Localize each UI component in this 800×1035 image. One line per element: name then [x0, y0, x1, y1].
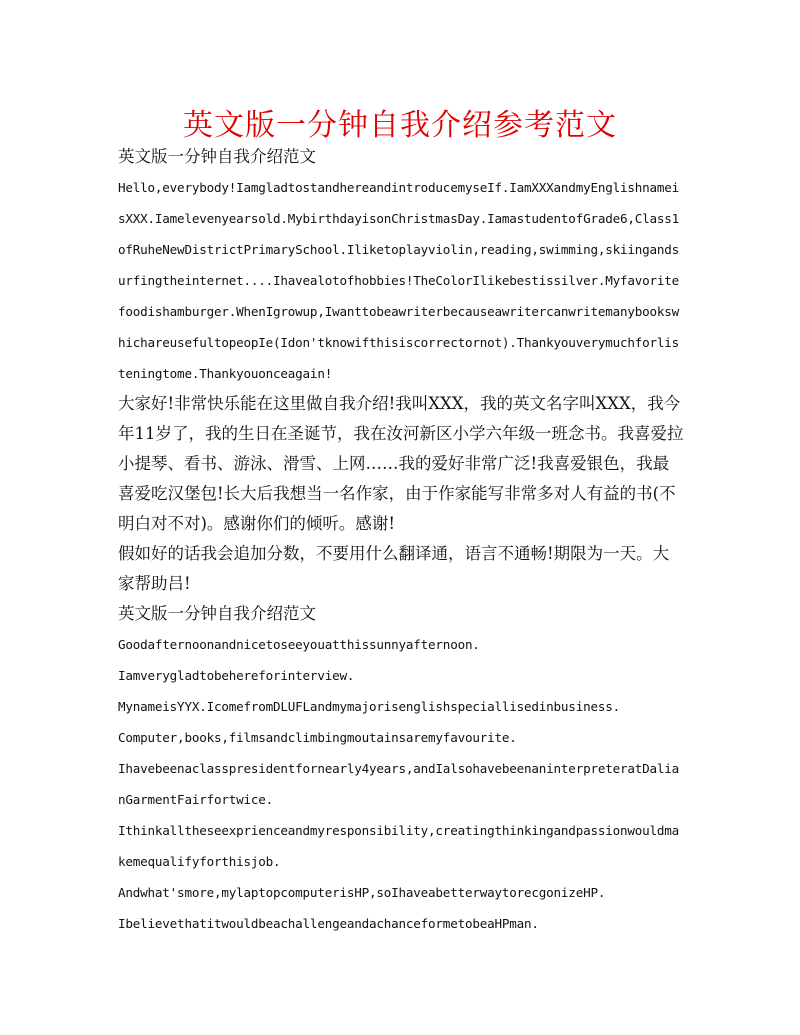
chinese-intro-paragraph: 大家好!非常快乐能在这里做自我介绍!我叫XXX，我的英文名字叫XXX，我今年11岁了，我的生日在圣诞节，我在汝河新区小学六年级一班念书。我喜爱拉小提琴、看书、游泳、滑雪、上网……我的爱好非常广泛!我喜爱银色，我最喜爱吃汉堡包!长大后我想当一名作家，由于作家能写非常多对人有益的书(不明白对不对)。感谢你们的倾听。感谢! [118, 394, 684, 533]
interview-line-7: Andwhat'smore,mylaptopcomputerisHP,soIhaveabetterwaytorecgonizeHP. [118, 885, 606, 900]
interview-line-6: Ithinkalltheseexprienceandmyresponsibility,creatingthinkingandpassionwouldmakemequalifyforthisjob. [118, 823, 680, 869]
interview-line-1: Goodafternoonandnicetoseeyouatthissunnyafternoon. [118, 637, 480, 652]
interview-line-4: Computer,books,filmsandclimbingmoutainsaremyfavourite. [118, 730, 517, 745]
english-intro-paragraph: Hello,everybody!IamgladtostandhereandintroducemyseIf.IamXXXandmyEnglishnameisXXX.Iamelevenyearsold.MybirthdayisonChristmasDay.IamastudentofGrade6,Class1ofRuheNewDistrictPrimarySchool.Iliketoplayviolin,reading,swimming,skiingandsurfingtheinternet....Ihavealotofhobbies!TheColorIlikebestissilver.Myfavoritefoodishamburger.WhenIgrowup,IwanttobeawriterbecauseawritercanwritemanybookswhichareusefultopeopIe(Idon'tknowifthisiscorrectornot).Thankyouverymuchforlisteningtome.Thankyouonceagain! [118, 180, 680, 381]
section-heading-2: 英文版一分钟自我介绍范文 [118, 604, 316, 623]
section-heading-1: 英文版一分钟自我介绍范文 [118, 147, 316, 166]
request-paragraph: 假如好的话我会追加分数，不要用什么翻译通，语言不通畅!期限为一天。大家帮助吕! [118, 544, 670, 593]
interview-line-5: Ihavebeenaclasspresidentfornearly4years,andIalsohavebeenaninterpreteratDalianGarmentFairfortwice. [118, 761, 680, 807]
document-body [118, 142, 684, 939]
interview-line-2: Iamverygladtobehereforinterview. [118, 668, 355, 683]
document-title: 英文版一分钟自我介绍参考范文 [183, 108, 617, 143]
interview-line-8: IbelievethatitwouldbeachallengeandachanceformetobeaHPman. [118, 916, 539, 931]
interview-line-3: MynameisYYX.IcomefromDLUFLandmymajorisenglishspeciallisedinbusiness. [118, 699, 620, 714]
